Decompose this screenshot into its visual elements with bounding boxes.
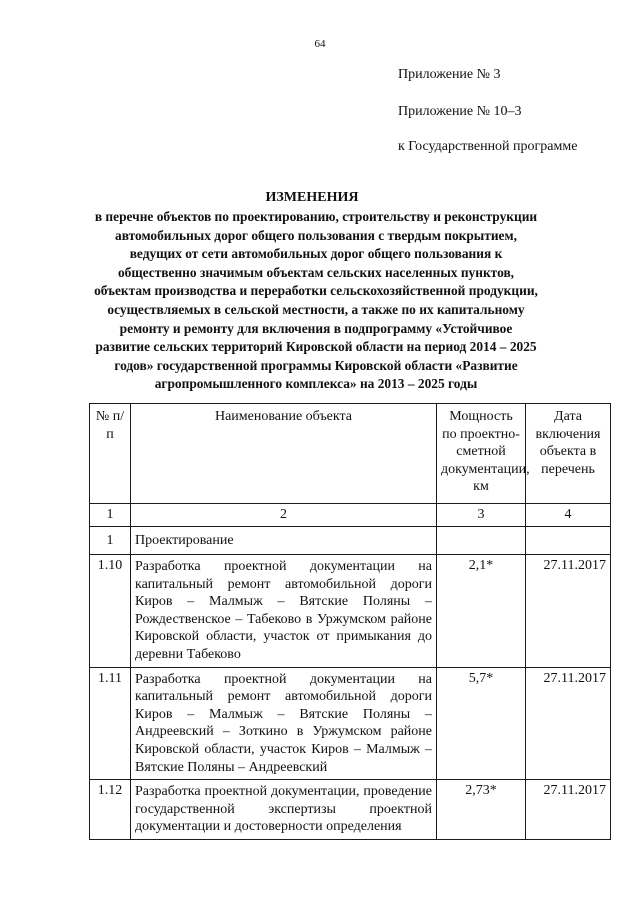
column-number: 2: [131, 504, 437, 527]
row-date: 27.11.2017: [526, 667, 611, 780]
section-name: Проектирование: [131, 527, 437, 555]
table-header-row: [90, 404, 611, 504]
column-number: 1: [90, 504, 131, 527]
appendix-line-2: Приложение № 10–3: [398, 104, 522, 119]
row-capacity: 2,73*: [437, 780, 526, 840]
header-date: Дата включения объекта в перечень: [526, 404, 611, 504]
row-name: Разработка проектной документации, проведение государственной экспертизы проектной документации и достоверности определения: [131, 780, 437, 840]
header-capacity: Мощность по проектно-сметной документации, км: [437, 404, 526, 504]
row-date: 27.11.2017: [526, 555, 611, 668]
document-heading: ИЗМЕНЕНИЯ: [265, 190, 359, 205]
row-name: Разработка проектной документации на капитальный ремонт автомобильной дороги Киров – Малмыж – Вятские Поляны – Андреевский – Зоткино в Уржумском районе Кировской области, участок Киров – Малмыж – Вятские Поляны – Андреевский: [131, 667, 437, 780]
column-number: 4: [526, 504, 611, 527]
appendix-line-1: Приложение № 3: [398, 67, 501, 82]
appendix-line-3: к Государственной программе: [398, 139, 578, 154]
row-number: 1.10: [90, 555, 131, 668]
page-number: 64: [314, 38, 326, 50]
row-number: 1.11: [90, 667, 131, 780]
document-description: в перечне объектов по проектированию, строительству и реконструкции автомобильных дорог общего пользования с твердым покрытием, ведущих от сети автомобильных дорог общего пользования к общественно значимым объектам сельских населенных пунктов, объектам производства и переработки сельскохозяйственной продукции, осуществляемых в сельской местности, а также по их капитальному ремонту и ремонту для включения в подпрограмму «Устойчивое развитие сельских территорий Кировской области на период 2014 – 2025 годов» государственной программы Кировской области «Развитие агропромышленного комплекса» на 2013 – 2025 годы: [94, 209, 538, 392]
section-row: [90, 527, 611, 555]
empty-cell: [437, 527, 526, 555]
header-name: Наименование объекта: [131, 404, 437, 504]
row-number: 1.12: [90, 780, 131, 840]
row-name: Разработка проектной документации на капитальный ремонт автомобильной дороги Киров – Малмыж – Вятские Поляны – Рождественское – Табеково в Уржумском районе Кировской области, участок от примыкания до деревни Табеково: [131, 555, 437, 668]
row-capacity: 2,1*: [437, 555, 526, 668]
table-row: [90, 667, 611, 780]
header-number: № п/п: [90, 404, 131, 504]
table-row: [90, 780, 611, 840]
section-number: 1: [90, 527, 131, 555]
empty-cell: [526, 527, 611, 555]
table-row: [90, 555, 611, 668]
column-number: 3: [437, 504, 526, 527]
row-capacity: 5,7*: [437, 667, 526, 780]
objects-table: [89, 403, 611, 840]
row-date: 27.11.2017: [526, 780, 611, 840]
column-numbers-row: [90, 504, 611, 527]
